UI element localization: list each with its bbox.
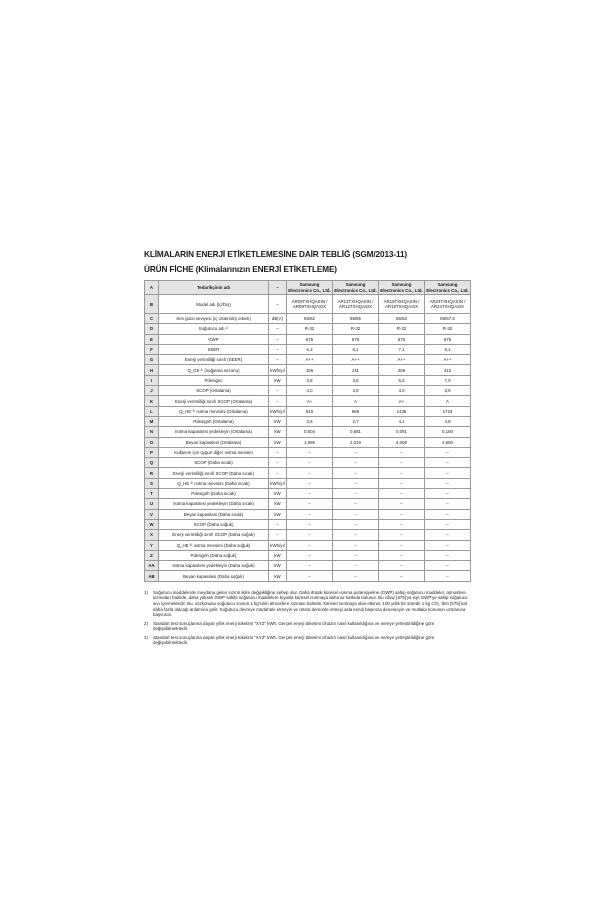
row-code: O [145,437,159,447]
row-code: N [145,427,159,437]
value-cell-2: – [333,509,379,519]
table-row [145,509,471,519]
row-code: AB [145,571,159,581]
value-cell-3: – [379,447,425,457]
value-cell-3: 55/63 [379,314,425,324]
value-cell-4: – [425,561,471,571]
value-cell-3: – [379,561,425,571]
value-cell-3: A+ [379,396,425,406]
table-row [145,468,471,478]
model-cell-4 [425,295,471,314]
row-unit: kW [269,437,287,447]
value-cell-3: 1435 [379,406,425,416]
value-cell-1: – [287,478,333,488]
table-row [145,416,471,426]
value-cell-1: 2,6 [287,416,333,426]
value-cell-2: – [333,550,379,560]
row-unit: kW [269,489,287,499]
row-name: Beyan kapasitesi (Ortalama) [159,437,269,447]
row-name: Soğutucu adı ¹⁾ [159,324,269,334]
value-cell-4: A++ [425,355,471,365]
value-cell-2: – [333,447,379,457]
row-name: Enerji verimliliği sınıfı (SEER) [159,355,269,365]
value-cell-2: 2,7 [333,416,379,426]
value-cell-4: 59/67.5 [425,314,471,324]
table-header-row [145,281,471,295]
value-cell-1: – [287,468,333,478]
footnote-number: 2) [144,620,148,626]
header-supplier-name: Tedarikçinin adı [159,281,269,295]
value-cell-4: – [425,489,471,499]
row-unit: – [269,344,287,354]
model-row [145,295,471,314]
value-cell-4: 675 [425,334,471,344]
value-cell-2: 2,019 [333,437,379,447]
value-cell-3: 256 [379,365,425,375]
row-code: Q [145,458,159,468]
row-unit: – [269,530,287,540]
row-name: SCOP (Daha soğuk) [159,519,269,529]
row-unit: kW [269,509,287,519]
model-outdoor: AR12TXHQASIX [338,304,373,309]
row-code: I [145,375,159,385]
value-cell-4: 412 [425,365,471,375]
footnote [144,635,470,646]
row-unit: – [269,324,287,334]
value-cell-4: 6,1 [425,344,471,354]
table-row [145,530,471,540]
row-unit: dB(A) [269,314,287,324]
row-code: Z [145,550,159,560]
value-cell-3: – [379,468,425,478]
footnote-number: 1) [144,589,148,595]
value-cell-4: – [425,499,471,509]
value-cell-3: 4,0 [379,386,425,396]
row-name: Enerji verimliliği sınıfı SCOP (Ortalama) [159,396,269,406]
row-code: M [145,416,159,426]
row-unit: – [269,519,287,529]
row-name: Isıtma kapasitesi yedekleyin (Daha soğuk) [159,561,269,571]
table-row [145,571,471,581]
value-cell-1: – [287,447,333,457]
value-cell-1: 156 [287,365,333,375]
value-cell-1: – [287,519,333,529]
value-cell-3: – [379,478,425,488]
value-cell-2: 6,1 [333,344,379,354]
row-name: GWP [159,334,269,344]
row-name: Pdesignh (Ortalama) [159,416,269,426]
row-unit: kWh/yıl [269,406,287,416]
table-row [145,447,471,457]
value-cell-2: A++ [333,355,379,365]
value-cell-3: – [379,540,425,550]
value-cell-3: – [379,571,425,581]
table-row [145,489,471,499]
value-cell-3: – [379,499,425,509]
value-cell-2: – [333,561,379,571]
value-cell-3: 4,1 [379,416,425,426]
value-cell-2: – [333,499,379,509]
value-cell-2: – [333,478,379,488]
value-cell-4: 3,9 [425,386,471,396]
row-name: SCOP (Ortalama) [159,386,269,396]
row-unit: – [269,334,287,344]
row-name: Q_HE ³⁾ ısıtma mevsimi (Daha sıcak) [159,478,269,488]
value-cell-1: 6,3 [287,344,333,354]
row-unit: kW [269,375,287,385]
row-unit: – [269,295,287,314]
row-name: Beyan kapasitesi (Daha sıcak) [159,509,269,519]
row-name: Enerji verimliliği sınıfı SCOP (Daha sıcak) [159,468,269,478]
row-code: T [145,489,159,499]
row-name: Q_HE ³⁾ ısıtma mevsimi (Ortalama) [159,406,269,416]
row-unit: kW [269,571,287,581]
header-supplier-2: Samsung Electronics Co., Ltd. [334,282,377,293]
model-cell-3 [379,295,425,314]
value-cell-1: – [287,489,333,499]
footnote-text: Standart test sonuçlarına dayalı yıllık enerji tüketimi "XYZ" kWh. Gerçek enerji tüketimi cihazın nasıl kullanıldığına ve nereye yerleştirildiğine göre değişebilmektedir. [153,634,435,646]
header-supplier-1: Samsung Electronics Co., Ltd. [288,282,331,293]
value-cell-1: – [287,561,333,571]
table-row [145,478,471,488]
value-cell-4: 4,8 [425,416,471,426]
value-cell-1: 4,0 [287,386,333,396]
value-cell-2: – [333,540,379,550]
value-cell-1: 675 [287,334,333,344]
row-unit: kWh/yıl [269,478,287,488]
table-row [145,355,471,365]
row-unit: kW [269,550,287,560]
row-code: V [145,509,159,519]
value-cell-3: A++ [379,355,425,365]
value-cell-1: 2,8 [287,375,333,385]
row-name: Pdesignh (Daha soğuk) [159,550,269,560]
table-row [145,427,471,437]
footnote-text: Soğutucu maddelerde meydana gelen sızıntı iklim değişikliğine sebep olur. Daha düşük küresel ısınma potansiyeline (GWP) sahip soğutucu maddeler, atmosfere sızmaları halinde, daha yüksek GWP sahibi soğutucu maddelere kıyasla küresel ısınmaya daha az katkıda bulunur. Bu cihaz [675]'ya eşit GWP'ye sahip soğutucu sıvı içermektedir. Bu, sözkonusu soğutucu sıvının 1 kg'sinin atmosfere sızması halinde, küresel ısınmaya olan etkinin, 100 yıllık bir sürede 1 kg CO₂ 'den [675] kat daha fazla olacağı anlamına gelir. Soğutucu devreye müdahale etmeyin ve ürünü demonte etmeyi asla kendi başınıza denemeyin ve mutlaka konunun uzmanına başvurun. [153,589,468,618]
value-cell-2: – [333,519,379,529]
value-cell-1: 1,996 [287,437,333,447]
model-cell-1 [287,295,333,314]
product-fiche-sheet [144,250,470,649]
value-cell-2: – [333,468,379,478]
row-name: Model adı (İç/Dış) [159,295,269,314]
value-cell-1: 910 [287,406,333,416]
value-cell-4: – [425,530,471,540]
value-cell-2: – [333,571,379,581]
table-row [145,499,471,509]
model-outdoor: AR09TXHQASIX [292,304,327,309]
row-code: E [145,334,159,344]
value-cell-1: A+ [287,396,333,406]
value-cell-4: – [425,478,471,488]
value-cell-2: 211 [333,365,379,375]
model-outdoor: AR24TXHQASIX [430,304,465,309]
row-unit: – [269,458,287,468]
table-row [145,365,471,375]
row-code: U [145,499,159,509]
value-cell-4: A [425,396,471,406]
header-supplier-3: Samsung Electronics Co., Ltd. [380,282,423,293]
value-cell-4: – [425,571,471,581]
value-cell-4: – [425,540,471,550]
model-outdoor: AR18TXHQASIX [384,304,419,309]
row-code: W [145,519,159,529]
row-code: K [145,396,159,406]
value-cell-4: 1723 [425,406,471,416]
value-cell-2: 0,681 [333,427,379,437]
footnotes [144,590,470,646]
value-cell-2: 969 [333,406,379,416]
table-row [145,540,471,550]
value-cell-1: – [287,540,333,550]
row-code: H [145,365,159,375]
value-cell-3: – [379,519,425,529]
footnote-text: Standart test sonuçlarına dayalı yıllık enerji tüketimi "XYZ" kWh. Gerçek enerji tüketimi cihazın nasıl kullanıldığına ve nereye yerleştirildiğine göre değişebilmektedir. [153,620,435,632]
row-code: C [145,314,159,324]
table-row [145,561,471,571]
row-unit: kWh/yıl [269,365,287,375]
document-subtitle: ÜRÜN FİCHE (Klimalarınızın ENERJİ ETİKETLEME) [144,265,337,274]
value-cell-2: – [333,530,379,540]
value-cell-4: – [425,519,471,529]
row-unit: kW [269,427,287,437]
row-unit: – [269,447,287,457]
value-cell-3: – [379,509,425,519]
value-cell-2: – [333,489,379,499]
row-name: Isıtma kapasitesi yedekleyin (Ortalama) [159,427,269,437]
header-code: A [145,281,159,295]
value-cell-2: 675 [333,334,379,344]
row-unit: kW [269,499,287,509]
value-cell-4: – [425,458,471,468]
value-cell-1: – [287,509,333,519]
value-cell-4: – [425,550,471,560]
row-unit: – [269,396,287,406]
row-unit: kW [269,416,287,426]
row-name: Beyan kapasitesi (Daha soğuk) [159,571,269,581]
table-row [145,458,471,468]
model-indoor: AR09TXHQASIN / [291,298,328,304]
row-name: Isıtma kapasitesi yedekleyin (Daha sıcak) [159,499,269,509]
row-name: Ses gücü seviyesi (iç ortam/dış ortam) [159,314,269,324]
row-code: R [145,468,159,478]
value-cell-1: – [287,550,333,560]
table-row [145,344,471,354]
value-cell-1: 0,604 [287,427,333,437]
value-cell-4: R-32 [425,324,471,334]
row-code: P [145,447,159,457]
table-row [145,324,471,334]
row-unit: kWh/yıl [269,540,287,550]
value-cell-2: 3,9 [333,386,379,396]
value-cell-4: 0,150 [425,427,471,437]
value-cell-1: – [287,530,333,540]
table-row [145,386,471,396]
row-name: Q_HE ³⁾ ısıtma mevsimi (Daha soğuk) [159,540,269,550]
row-name: Pdesignc [159,375,269,385]
row-unit: kW [269,561,287,571]
value-cell-1: – [287,499,333,509]
fiche-table [144,280,471,582]
value-cell-1: – [287,571,333,581]
value-cell-3: 0,091 [379,427,425,437]
value-cell-4: 7,0 [425,375,471,385]
value-cell-3: – [379,489,425,499]
row-code: AA [145,561,159,571]
model-indoor: AR24TXHQASIN / [429,298,466,304]
row-name: Enerji verimliliği sınıfı SCOP (Daha soğuk) [159,530,269,540]
model-indoor: AR18TXHQASIN / [383,298,420,304]
value-cell-3: 4,009 [379,437,425,447]
row-code: G [145,355,159,365]
row-code: F [145,344,159,354]
footnote [144,621,470,632]
header-unit: – [269,281,287,295]
value-cell-2: 3,6 [333,375,379,385]
value-cell-2: R-32 [333,324,379,334]
row-name: Kullanım için uygun diğer ısıtma mevsim [159,447,269,457]
value-cell-3: – [379,530,425,540]
value-cell-2: 55/65 [333,314,379,324]
row-code: J [145,386,159,396]
table-row [145,396,471,406]
value-cell-4: – [425,468,471,478]
value-cell-4: 4,650 [425,437,471,447]
table-row [145,334,471,344]
row-code: L [145,406,159,416]
value-cell-3: 7,1 [379,344,425,354]
row-unit: – [269,355,287,365]
row-code: B [145,295,159,314]
value-cell-3: 5,2 [379,375,425,385]
row-code: S [145,478,159,488]
table-row [145,550,471,560]
table-row [145,314,471,324]
value-cell-1: R-32 [287,324,333,334]
model-cell-2 [333,295,379,314]
value-cell-2: A [333,396,379,406]
value-cell-4: – [425,447,471,457]
row-code: X [145,530,159,540]
value-cell-3: R-32 [379,324,425,334]
row-code: Y [145,540,159,550]
row-unit: – [269,386,287,396]
row-unit: – [269,468,287,478]
value-cell-4: – [425,509,471,519]
row-name: Q_CE ²⁾ (soğutma sezonu) [159,365,269,375]
footnote [144,590,470,618]
value-cell-3: – [379,550,425,560]
header-supplier-4: Samsung Electronics Co., Ltd. [426,282,469,293]
row-name: SEER [159,344,269,354]
value-cell-3: – [379,458,425,468]
value-cell-3: 675 [379,334,425,344]
value-cell-1: 55/62 [287,314,333,324]
row-name: Pdesignh (Daha sıcak) [159,489,269,499]
value-cell-2: – [333,458,379,468]
row-code: D [145,324,159,334]
model-indoor: AR12TXHQASIN / [337,298,374,304]
value-cell-1: A++ [287,355,333,365]
value-cell-1: – [287,458,333,468]
footnote-number: 3) [144,634,148,640]
table-row [145,519,471,529]
table-row [145,406,471,416]
table-row [145,437,471,447]
row-name: SCOP (Daha sıcak) [159,458,269,468]
document-title: KLİMALARIN ENERJİ ETİKETLEMESİNE DAİR TEBLİĞ (SGM/2013-11) [144,250,408,259]
table-row [145,375,471,385]
